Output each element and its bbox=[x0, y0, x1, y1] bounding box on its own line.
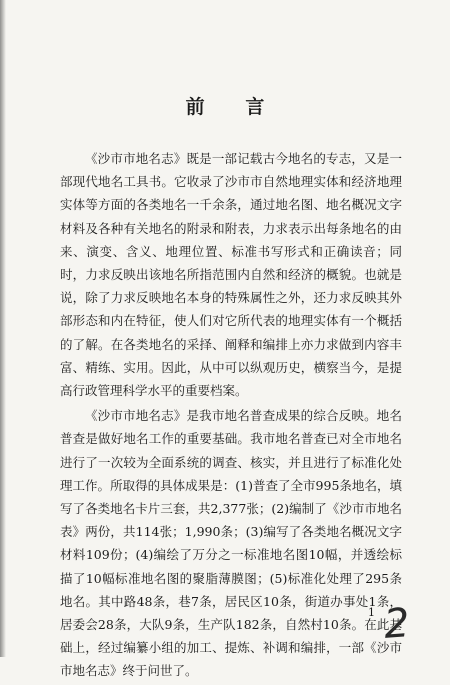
paragraph-2: 《沙市市地名志》是我市地名普查成果的综合反映。地名普查是做好地名工作的重要基础。我市地名普查已对全市地名进行了一次较为全面系统的调查、核实，并且进行了标准化处理工作。所取得的具体成果是：(1)普查了全市995条地名，填写了各类地名卡片三套，共2,377张；(2)编制了《沙市市地名表》两份，共114张；1,990条；(3)编写了各类地名概况文字材料109份；(4)编绘了万分之一标准地名图10幅，并透绘标描了10幅标准地名图的聚脂薄膜图；(5)标准化处理了295条地名。其中路48条，巷7条，居民区10条，街道办事处1条，居委会28条，大队9条，生产队182条，自然村10条。在此基础上，经过编纂小组的加工、提炼、补调和编排，一部《沙市市地名志》终于问世了。 bbox=[60, 408, 402, 679]
handwritten-page-number: 2 bbox=[382, 600, 412, 648]
page-number: 1 bbox=[368, 606, 375, 619]
page-title: 前 言 bbox=[185, 96, 282, 118]
body-text bbox=[60, 147, 402, 685]
paragraph-1: 《沙市市地名志》既是一部记载古今地名的专志，又是一部现代地名工具书。它收录了沙市市自然地理实体和经济地理实体等方面的各类地名一千余条，通过地名图、地名概况文字材料及各种有关地名的附录和附表，力求表示出每条地名的由来、演变、含义、地理位置、标准书写形式和正确读音；同时，力求反映出该地名所指范围内自然和经济的概貌。也就是说，除了力求反映地名本身的特殊属性之外，还力求反映其外部形态和内在特征，使人们对它所代表的地理实体有一个概括的了解。在各类地名的采择、阐释和编排上亦力求做到内容丰富、精练、实用。因此，从中可以纵观历史，横察当今，是提高行政管理科学水平的重要档案。 bbox=[60, 151, 402, 399]
